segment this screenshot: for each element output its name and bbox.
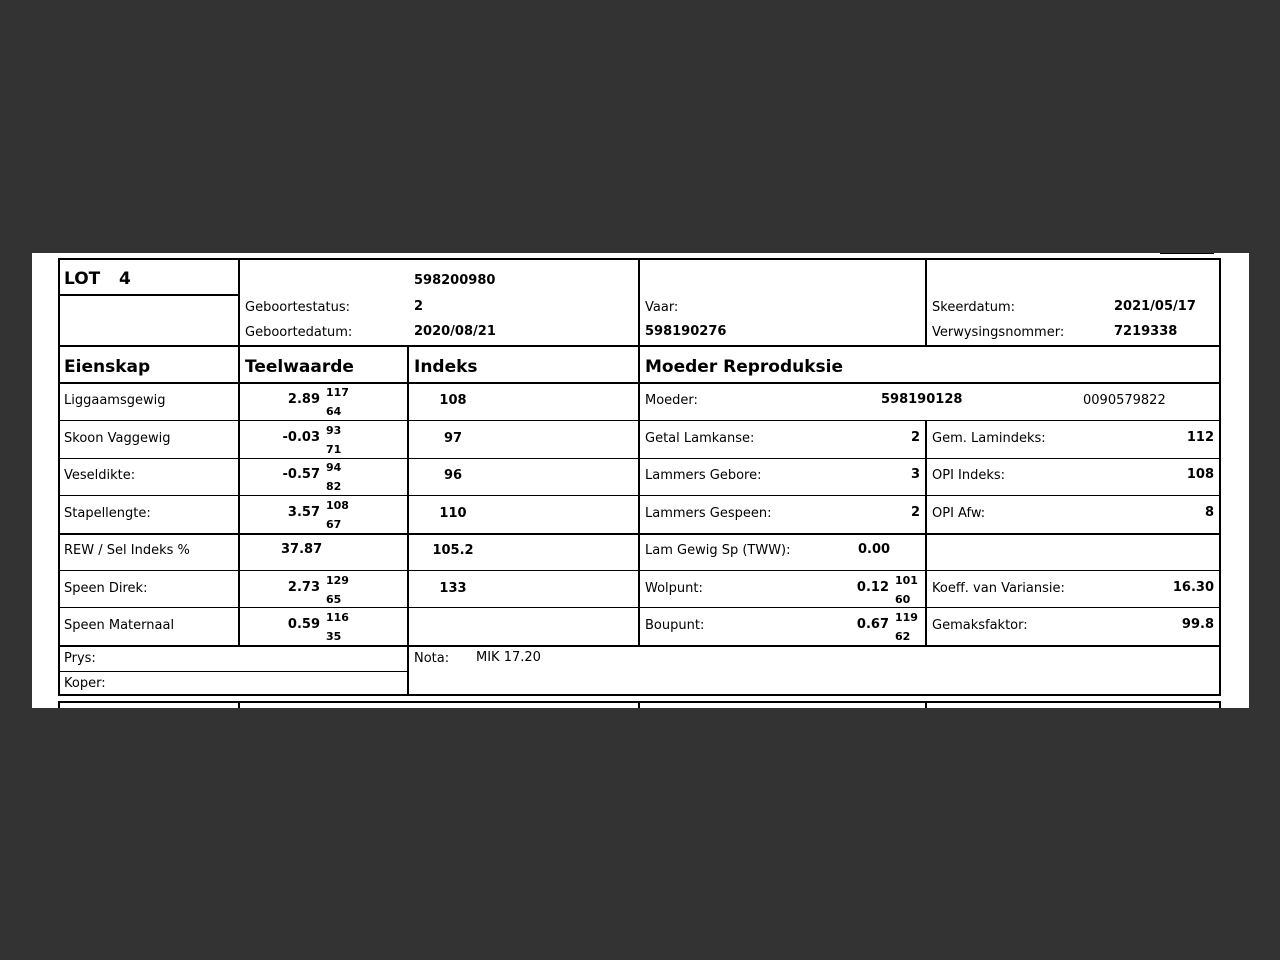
trait-sup-bottom: 67 (326, 518, 342, 531)
trait-index: 110 (439, 506, 467, 521)
repro-value: 3 (910, 467, 920, 482)
trait-value: 0.59 (287, 617, 320, 632)
repro-label: Boupunt: (645, 618, 705, 633)
lot-box-bottom (58, 294, 240, 296)
trait-name: Liggaamsgewig (64, 393, 166, 408)
birth-status-label: Geboortestatus: (245, 300, 350, 315)
trait-value: 2.73 (287, 580, 320, 595)
next-lot-divider (58, 701, 60, 708)
trait-sup-top: 93 (326, 424, 342, 437)
note-label: Nota: (414, 651, 450, 666)
buyer-label: Koper: (64, 676, 106, 691)
repro-sup-bottom: 60 (895, 593, 911, 606)
note-value: MIK 17.20 (476, 650, 541, 665)
trait-index: 97 (443, 431, 463, 446)
repro-label: Lammers Gebore: (645, 468, 762, 483)
col-divider (407, 345, 409, 696)
lot-number: 4 (119, 269, 131, 289)
repro-label: Lam Gewig Sp (TWW): (645, 543, 791, 558)
trait-index: 105.2 (432, 543, 474, 558)
header-index: Indeks (414, 357, 478, 377)
trait-sup-bottom: 64 (326, 405, 342, 418)
trait-name: Speen Direk: (64, 581, 148, 596)
lot-label: LOT (64, 269, 101, 289)
trait-sup-bottom: 82 (326, 480, 342, 493)
header-trait: Eienskap (64, 357, 151, 377)
trait-sup-top: 117 (326, 386, 349, 399)
dam-extra-id: 0090579822 (1083, 393, 1166, 408)
trait-sup-bottom: 35 (326, 630, 342, 643)
shearing-date-value: 2021/05/17 (1114, 299, 1196, 314)
repro-sup-top: 101 (895, 574, 918, 587)
trait-sup-bottom: 71 (326, 443, 342, 456)
repro-sup-top: 119 (895, 611, 918, 624)
sire-label: Vaar: (645, 300, 679, 315)
next-lot-divider (238, 701, 240, 708)
repro-right-label: OPI Indeks: (932, 468, 1006, 483)
trait-value: -0.57 (282, 467, 320, 482)
col-divider (238, 258, 240, 647)
trait-sup-top: 129 (326, 574, 349, 587)
border-left (58, 258, 60, 696)
header-dam-reproduction: Moeder Reproduksie (645, 357, 844, 377)
border-right (1219, 258, 1221, 696)
col-divider (638, 258, 640, 647)
trait-name: Speen Maternaal (64, 618, 175, 633)
trait-name: REW / Sel Indeks % (64, 543, 190, 558)
trait-index: 96 (443, 468, 463, 483)
lot-sheet (32, 253, 1249, 708)
trait-value: 37.87 (281, 542, 323, 557)
next-lot-divider (1219, 701, 1221, 708)
trait-sup-top: 94 (326, 461, 342, 474)
reference-number-value: 7219338 (1114, 324, 1178, 339)
repro-right-label: Gemaksfaktor: (932, 618, 1028, 633)
trait-name: Stapellengte: (64, 506, 151, 521)
dam-label: Moeder: (645, 393, 698, 408)
reference-number-label: Verwysingsnommer: (932, 325, 1065, 340)
trait-value: -0.03 (282, 430, 320, 445)
next-lot-divider (638, 701, 640, 708)
trait-index: 133 (439, 581, 467, 596)
price-buyer-separator (58, 671, 408, 672)
trait-value: 2.89 (287, 392, 320, 407)
trait-name: Skoon Vaggewig (64, 431, 171, 446)
repro-right-value: 108 (1186, 467, 1214, 482)
trait-index: 108 (439, 393, 467, 408)
sire-id: 598190276 (645, 324, 727, 339)
repro-value: 2 (910, 430, 920, 445)
trait-sup-bottom: 65 (326, 593, 342, 606)
header-breeding-value: Teelwaarde (245, 357, 354, 377)
repro-right-value: 8 (1204, 505, 1214, 520)
animal-id: 598200980 (414, 273, 496, 288)
repro-right-label: OPI Afw: (932, 506, 986, 521)
repro-right-label: Gem. Lamindeks: (932, 431, 1046, 446)
trait-sup-top: 108 (326, 499, 349, 512)
repro-value: 0.12 (856, 580, 889, 595)
page-mark (1160, 253, 1214, 254)
repro-value: 2 (910, 505, 920, 520)
next-lot-divider (925, 701, 927, 708)
repro-sup-bottom: 62 (895, 630, 911, 643)
birth-date-label: Geboortedatum: (245, 325, 353, 340)
border-bottom (58, 694, 1221, 696)
shearing-date-label: Skeerdatum: (932, 300, 1016, 315)
trait-sup-top: 116 (326, 611, 349, 624)
repro-right-value: 112 (1186, 430, 1214, 445)
trait-name: Veseldikte: (64, 468, 136, 483)
repro-right-value: 99.8 (1181, 617, 1214, 632)
repro-value: 0.67 (856, 617, 889, 632)
price-label: Prys: (64, 651, 96, 666)
repro-value: 0.00 (858, 542, 891, 557)
repro-right-label: Koeff. van Variansie: (932, 581, 1065, 596)
repro-label: Lammers Gespeen: (645, 506, 772, 521)
col-divider (925, 258, 927, 346)
col-divider (925, 420, 927, 647)
birth-status-value: 2 (414, 299, 424, 314)
repro-label: Getal Lamkanse: (645, 431, 755, 446)
repro-right-value: 16.30 (1172, 580, 1214, 595)
dam-id: 598190128 (881, 392, 963, 407)
repro-label: Wolpunt: (645, 581, 703, 596)
trait-value: 3.57 (287, 505, 320, 520)
birth-date-value: 2020/08/21 (414, 324, 496, 339)
